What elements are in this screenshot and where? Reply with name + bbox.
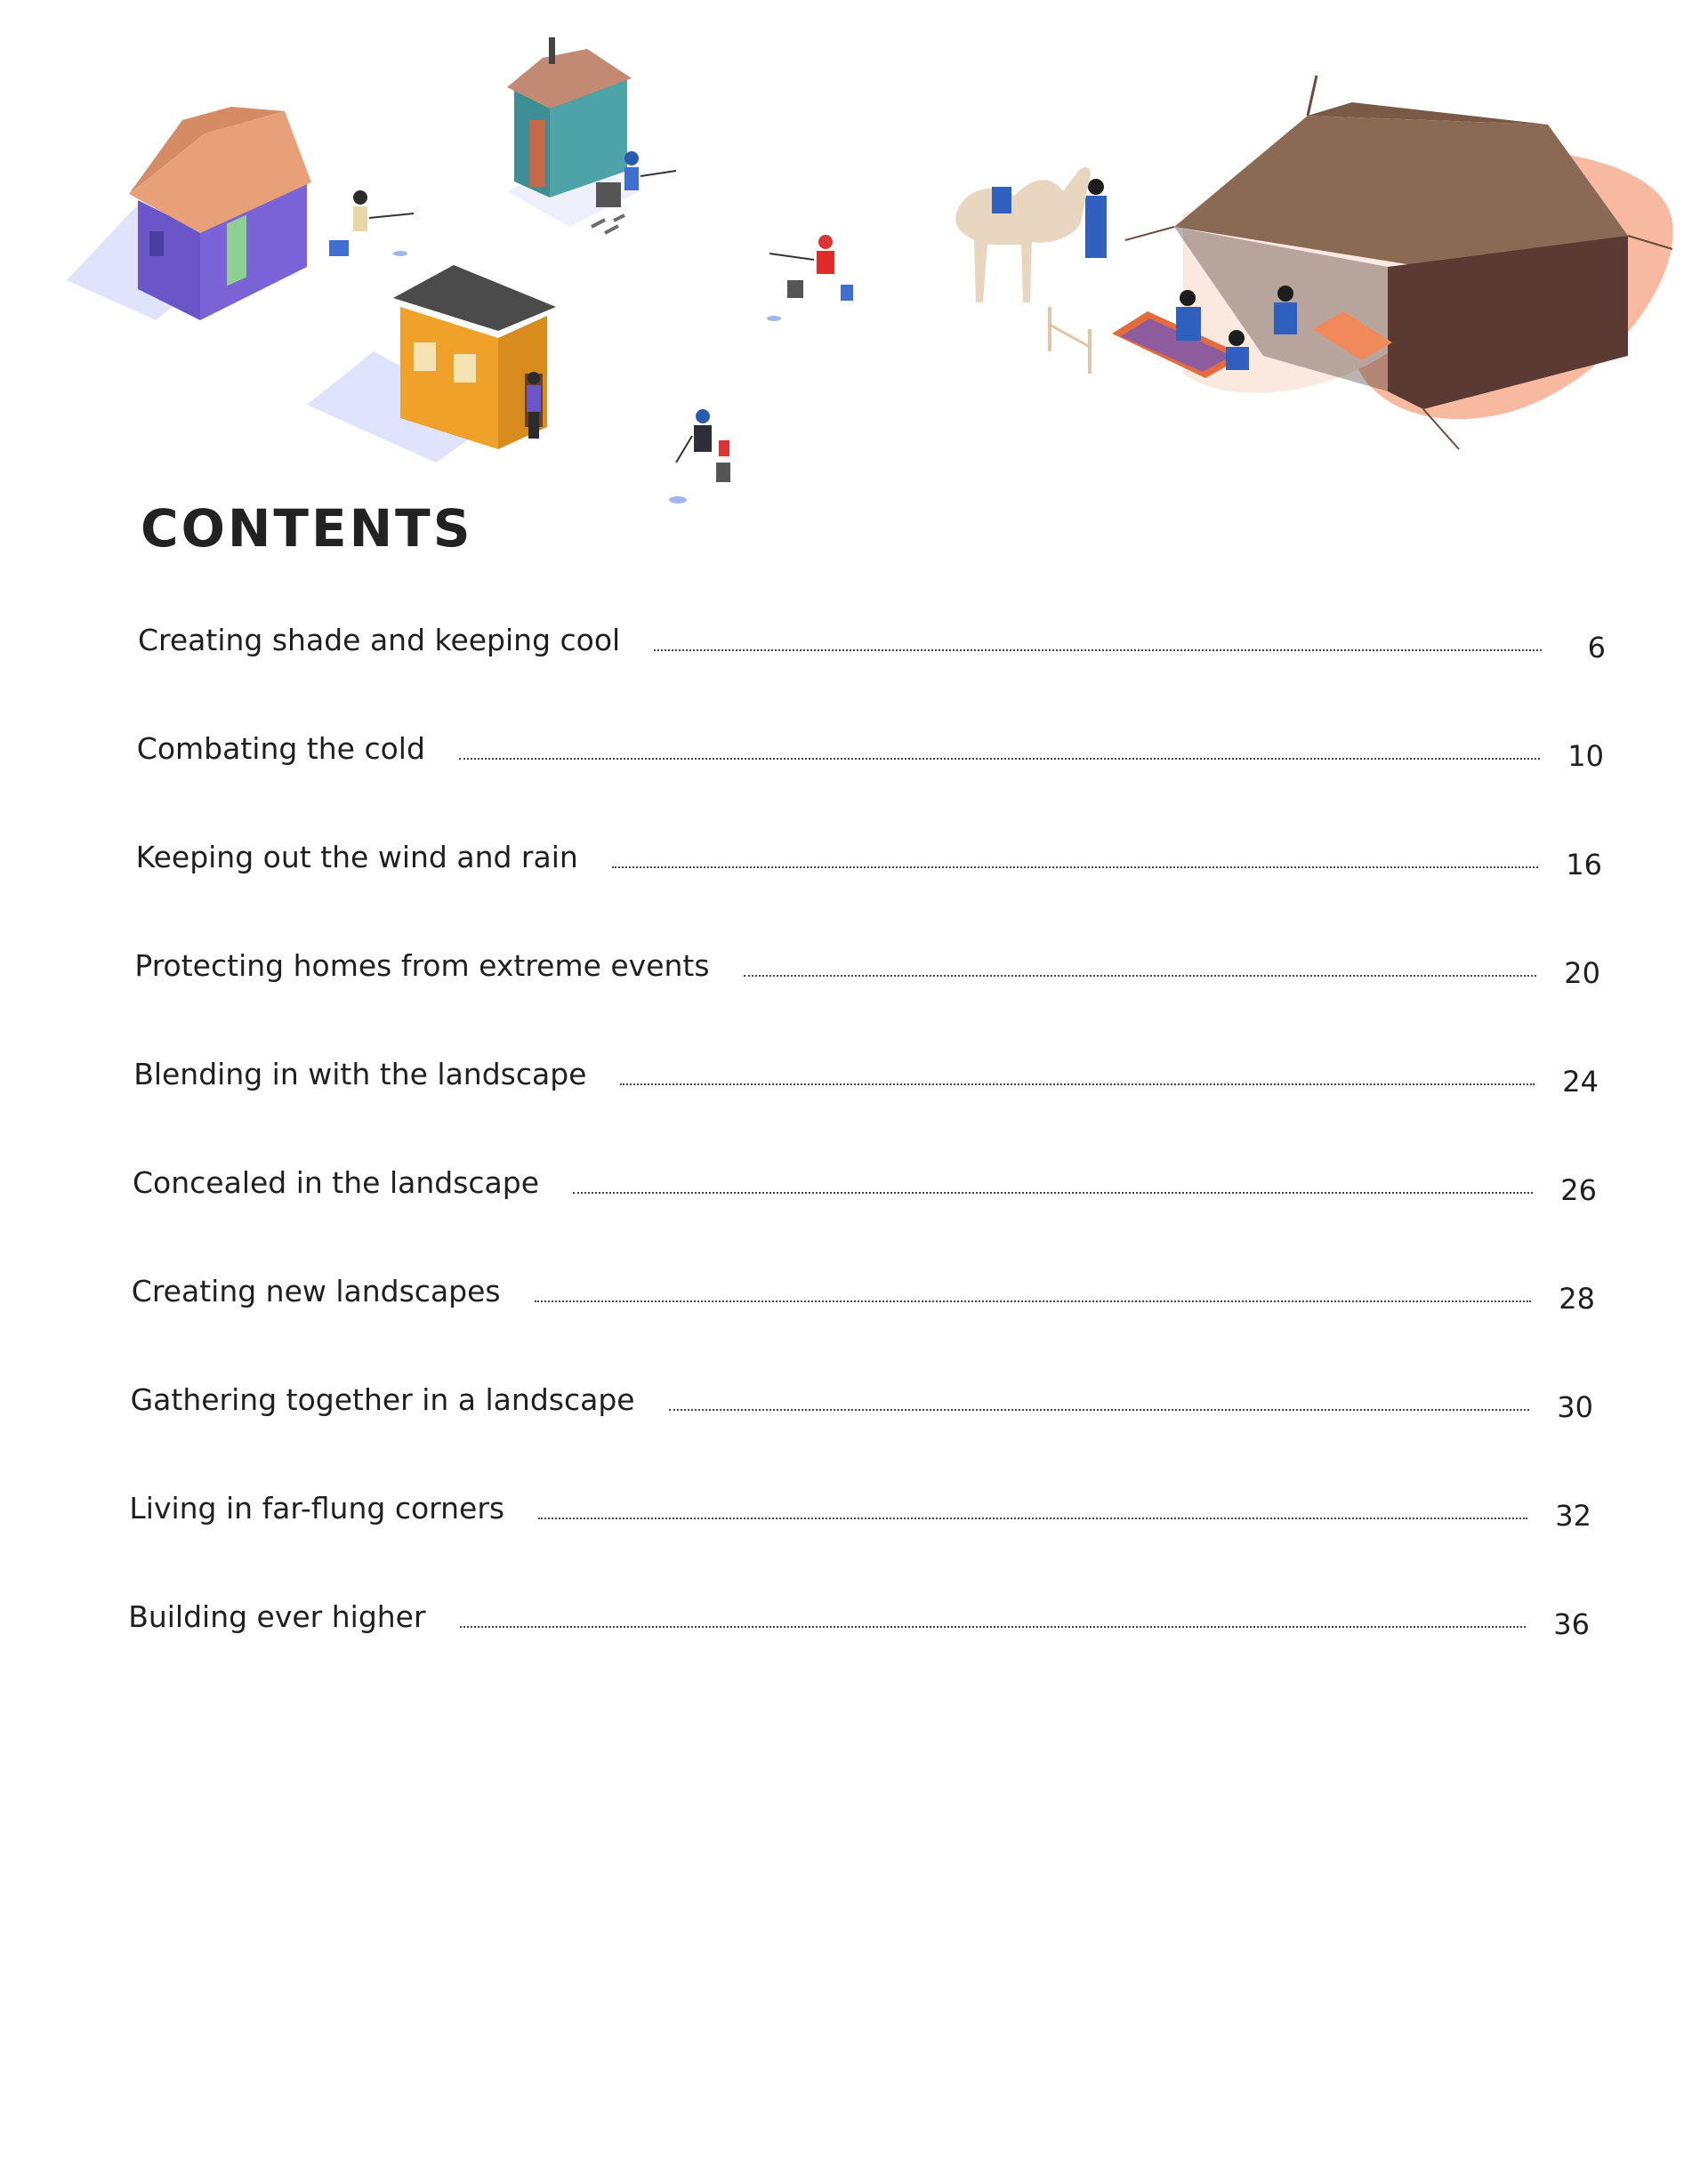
toc-dot-leader bbox=[654, 649, 1542, 651]
toc-entry-page-number: 28 bbox=[1559, 1282, 1595, 1316]
toc-entry[interactable] bbox=[136, 731, 1604, 773]
toc-entry-title: Keeping out the wind and rain bbox=[135, 840, 578, 874]
toc-entry-page-number: 10 bbox=[1567, 739, 1604, 773]
toc-entry-page-number: 16 bbox=[1566, 848, 1602, 882]
toc-dot-leader bbox=[620, 1083, 1535, 1085]
toc-entry[interactable] bbox=[130, 1382, 1593, 1424]
toc-dot-leader bbox=[744, 975, 1536, 977]
toc-entry-title: Blending in with the landscape bbox=[133, 1057, 587, 1091]
toc-entry-page-number: 20 bbox=[1564, 956, 1600, 990]
page-title: CONTENTS bbox=[141, 498, 473, 559]
toc-entry-page-number: 24 bbox=[1562, 1065, 1599, 1099]
toc-entry[interactable] bbox=[138, 623, 1606, 664]
toc-entry[interactable] bbox=[133, 1057, 1599, 1099]
toc-entry[interactable] bbox=[135, 840, 1602, 882]
toc-entry[interactable] bbox=[134, 948, 1600, 990]
toc-entry-title: Building ever higher bbox=[128, 1599, 426, 1634]
toc-entry-title: Creating shade and keeping cool bbox=[138, 623, 621, 657]
toc-entry[interactable] bbox=[128, 1599, 1590, 1641]
toc-entry[interactable] bbox=[133, 1165, 1597, 1207]
toc-entry-title: Gathering together in a landscape bbox=[130, 1382, 635, 1417]
toc-dot-leader bbox=[535, 1300, 1531, 1302]
toc-entry-title: Concealed in the landscape bbox=[133, 1165, 540, 1200]
toc-entry-title: Protecting homes from extreme events bbox=[134, 948, 710, 983]
toc-dot-leader bbox=[538, 1518, 1527, 1519]
toc-dot-leader bbox=[669, 1409, 1529, 1411]
toc-entry-page-number: 36 bbox=[1553, 1607, 1590, 1641]
toc-entry-title: Combating the cold bbox=[136, 731, 425, 766]
toc-dot-leader bbox=[460, 1626, 1526, 1628]
toc-dot-leader bbox=[573, 1192, 1533, 1194]
toc-entry-page-number: 30 bbox=[1557, 1390, 1593, 1424]
toc-entry-page-number: 26 bbox=[1560, 1173, 1597, 1207]
toc-entry[interactable] bbox=[129, 1491, 1591, 1533]
toc-dot-leader bbox=[612, 866, 1538, 868]
toc-entry-page-number: 32 bbox=[1555, 1499, 1591, 1533]
toc-entry-title: Creating new landscapes bbox=[131, 1274, 501, 1308]
toc-entry-page-number: 6 bbox=[1587, 631, 1606, 664]
toc-dot-leader bbox=[459, 758, 1540, 760]
toc-entry-title: Living in far-flung corners bbox=[129, 1491, 505, 1526]
toc-entry[interactable] bbox=[131, 1274, 1595, 1316]
